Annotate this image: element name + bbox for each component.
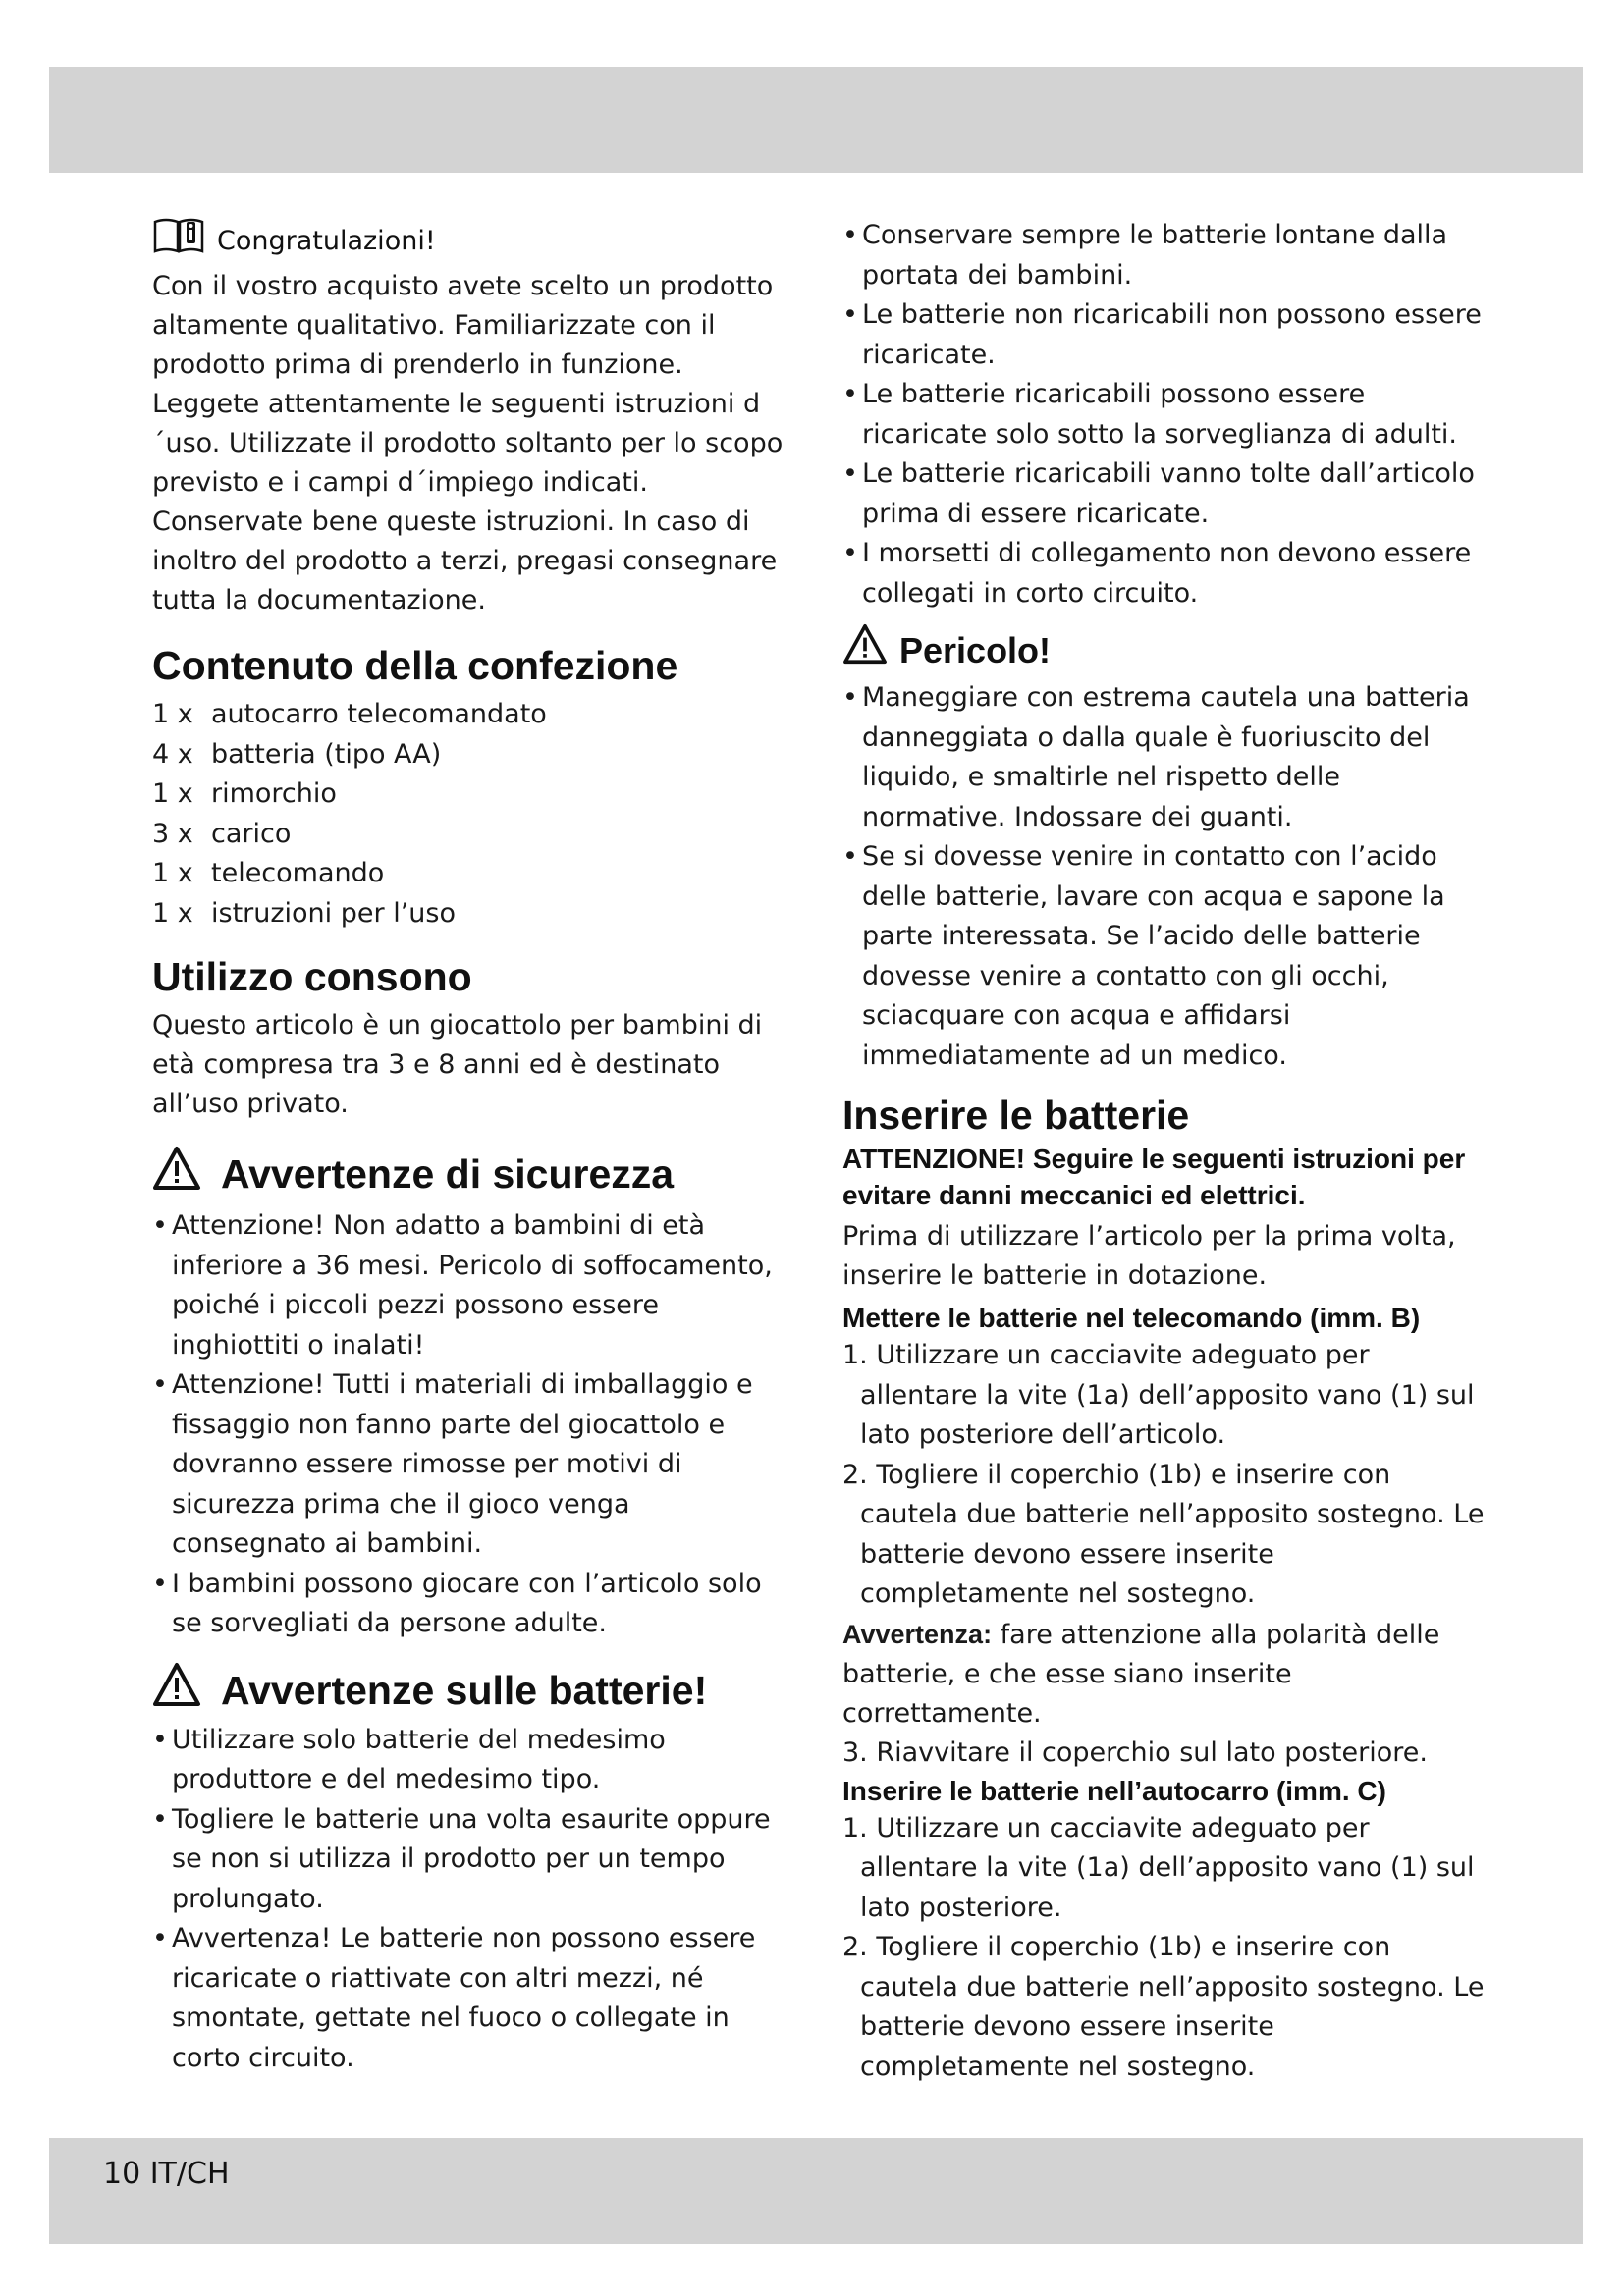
- use-title: Utilizzo consono: [152, 954, 472, 999]
- truck-title: Inserire le batterie nell’autocarro (imm. C): [842, 1775, 1386, 1806]
- list-item: 1. Utilizzare un cacciavite adeguato per allentare la vite (1a) dell’apposito vano (1) sul lato posteriore dell’articolo.: [842, 1340, 1475, 1450]
- header-bar: [49, 67, 1583, 173]
- info-book-icon: [152, 216, 205, 267]
- list-item: • Togliere le batterie una volta esaurite oppure se non si utilizza il prodotto per un tempo prolungato.: [152, 1800, 790, 1920]
- battery-warnings-title-row: [152, 1662, 790, 1719]
- insert-attention: ATTENZIONE! Seguire le seguenti istruzioni per evitare danni meccanici ed elettrici.: [842, 1144, 1466, 1210]
- list-item: • Le batterie ricaricabili possono essere ricaricate solo sotto la sorveglianza di adulti.: [842, 375, 1490, 454]
- safety-title: Avvertenze di sicurezza: [221, 1151, 675, 1197]
- list-item: • Utilizzare solo batterie del medesimo produttore e del medesimo tipo.: [152, 1721, 790, 1800]
- note-label: Avvertenza:: [842, 1619, 993, 1649]
- warning-triangle-icon: [842, 623, 888, 678]
- list-item: • Le batterie ricaricabili vanno tolte dall’articolo prima di essere ricaricate.: [842, 454, 1490, 534]
- list-item: • Attenzione! Tutti i materiali di imballaggio e fissaggio non fanno parte del giocattolo e dovranno essere rimosse per motivi di sicurezza prima che il gioco venga consegnato ai bambini.: [152, 1365, 790, 1565]
- safety-list: [152, 1206, 790, 1644]
- warning-triangle-icon: [152, 1146, 201, 1202]
- remote-steps: [842, 1336, 1490, 1615]
- warning-triangle-icon: [152, 1662, 201, 1719]
- list-item: • Maneggiare con estrema cautela una batteria danneggiata o dalla quale è fuoriuscito del liquido, e smaltirle nel rispetto delle normative. Indossare dei guanti.: [842, 678, 1490, 837]
- remote-title: Mettere le batterie nel telecomando (imm. B): [842, 1303, 1421, 1333]
- list-item: • I bambini possono giocare con l’articolo solo se sorvegliati da persone adulte.: [152, 1565, 790, 1644]
- danger-title-row: [842, 623, 1490, 678]
- list-item: 1 x rimorchio: [152, 778, 337, 809]
- intro-text-2: Leggete attentamente le seguenti istruzioni d´uso. Utilizzate il prodotto soltanto per lo scopo previsto e i campi d´impiego indicati. Conservate bene queste istruzioni. In caso di inoltro del prodotto a terzi, pregasi consegnare tutta la documentazione.: [152, 389, 784, 615]
- list-item: 1 x autocarro telecomandato: [152, 699, 547, 729]
- use-text: Questo articolo è un giocattolo per bambini di età compresa tra 3 e 8 anni ed è destinato all’uso privato.: [152, 1010, 763, 1119]
- intro-heading-row: [152, 216, 790, 267]
- intro-text-1: Con il vostro acquisto avete scelto un prodotto altamente qualitativo. Familiarizzate con il prodotto prima di prenderlo in funzione.: [152, 271, 774, 380]
- danger-list: [842, 678, 1490, 1076]
- battery-warnings-list: [152, 1721, 790, 2079]
- list-item: 1. Utilizzare un cacciavite adeguato per allentare la vite (1a) dell’apposito vano (1) sul lato posteriore.: [842, 1812, 1475, 1923]
- insert-title: Inserire le batterie: [842, 1093, 1190, 1138]
- footer-bar: [49, 2138, 1583, 2244]
- contents-list: [152, 695, 790, 934]
- list-item: • Avvertenza! Le batterie non possono essere ricaricate o riattivate con altri mezzi, né smontate, gettate nel fuoco o collegate in corto circuito.: [152, 1919, 790, 2078]
- contents-title: Contenuto della confezione: [152, 643, 678, 688]
- remote-step-3: 3. Riavvitare il coperchio sul lato posteriore.: [842, 1736, 1428, 1768]
- note-text: fare attenzione alla polarità delle batterie, e che esse siano inserite correttamente.: [842, 1619, 1440, 1729]
- battery-warnings-list-continued: [842, 216, 1490, 614]
- list-item: • Le batterie non ricaricabili non possono essere ricaricate.: [842, 295, 1490, 375]
- list-item: 2. Togliere il coperchio (1b) e inserire con cautela due batterie nell’apposito sostegno. Le batterie devono essere inserite completamente nel sostegno.: [842, 1932, 1485, 2082]
- polarity-note: [842, 1615, 1490, 1734]
- list-item: • Attenzione! Non adatto a bambini di età inferiore a 36 mesi. Pericolo di soffocamento, poiché i piccoli pezzi possono essere inghiottiti o inalati!: [152, 1206, 790, 1365]
- list-item: 2. Togliere il coperchio (1b) e inserire con cautela due batterie nell’apposito sostegno. Le batterie devono essere inserite completamente nel sostegno.: [842, 1459, 1485, 1609]
- list-item: 3 x carico: [152, 818, 292, 849]
- list-item: 4 x batteria (tipo AA): [152, 738, 442, 770]
- battery-warnings-title: Avvertenze sulle batterie!: [221, 1667, 708, 1713]
- list-item: • I morsetti di collegamento non devono essere collegati in corto circuito.: [842, 534, 1490, 614]
- list-item: • Conservare sempre le batterie lontane dalla portata dei bambini.: [842, 216, 1490, 295]
- left-column: [152, 216, 790, 2078]
- danger-title: Pericolo!: [899, 630, 1052, 670]
- list-item: • Se si dovesse venire in contatto con l’acido delle batterie, lavare con acqua e sapone la parte interessata. Se l’acido delle batterie dovesse venire a contatto con gli occhi, sciacquare con acqua e affidarsi immediatamente ad un medico.: [842, 837, 1490, 1076]
- insert-intro: Prima di utilizzare l’articolo per la prima volta, inserire le batterie in dotazione.: [842, 1221, 1456, 1291]
- safety-title-row: [152, 1146, 790, 1202]
- list-item: 1 x istruzioni per l’uso: [152, 897, 456, 929]
- page-number: 10 IT/CH: [103, 2157, 230, 2191]
- truck-steps: [842, 1809, 1490, 2088]
- right-column: [842, 216, 1490, 2087]
- intro-heading: Congratulazioni!: [217, 226, 436, 256]
- list-item: 1 x telecomando: [152, 858, 385, 888]
